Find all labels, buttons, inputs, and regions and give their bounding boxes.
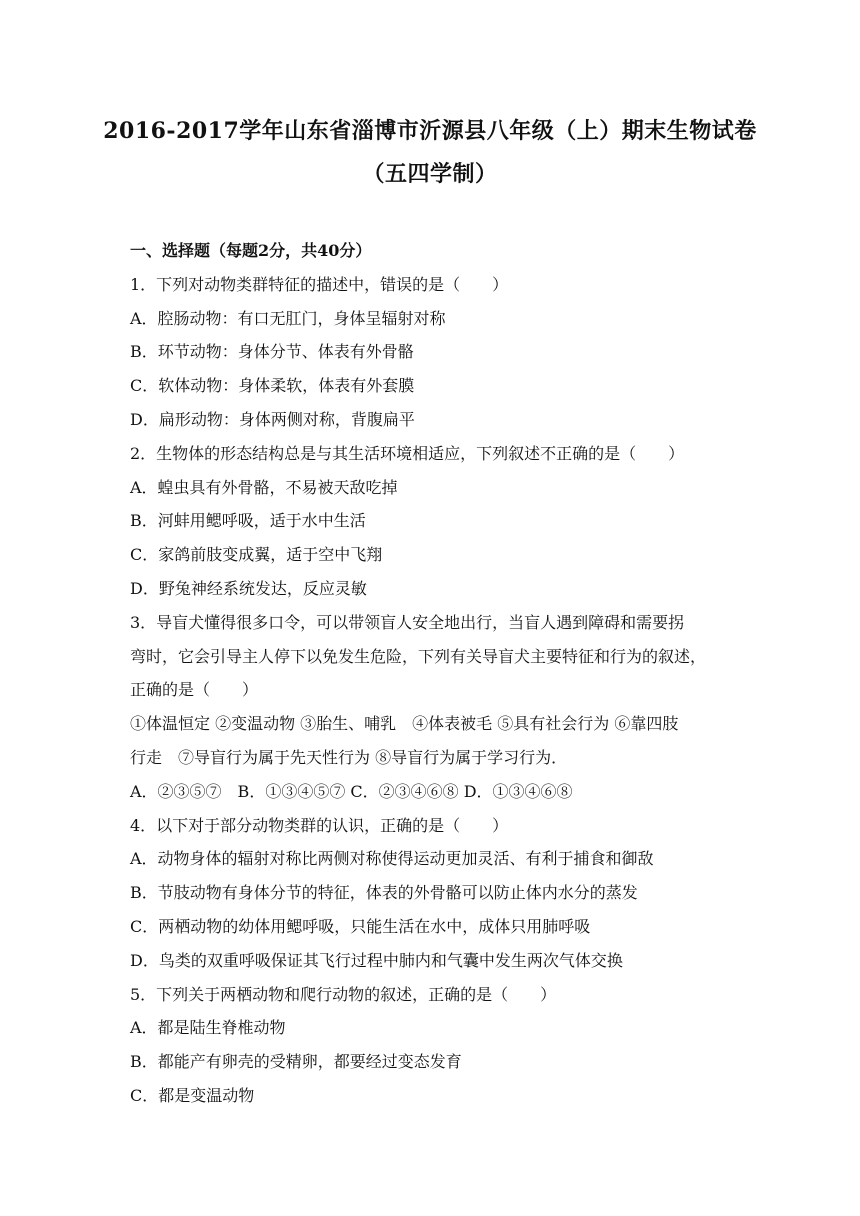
question-4-option-c: C．两栖动物的幼体用鳃呼吸，只能生活在水中，成体只用肺呼吸 <box>130 916 591 936</box>
question-2-stem: 2．生物体的形态结构总是与其生活环境相适应，下列叙述不正确的是（ ） <box>130 443 685 463</box>
question-5-option-b: B．都能产有卵壳的受精卵，都要经过变态发育 <box>130 1052 462 1072</box>
question-3-stem-line3: 正确的是（ ） <box>130 680 259 700</box>
section-heading: 一、选择题（每题2分，共40分） <box>130 241 372 260</box>
question-5-option-a: A．都是陆生脊椎动物 <box>130 1018 286 1038</box>
question-3-stem-line4: ①体温恒定 ②变温动物 ③胎生、哺乳 ④体表被毛 ⑤具有社会行为 ⑥靠四肢 <box>130 714 679 734</box>
question-4-option-b: B．节肢动物有身体分节的特征，体表的外骨骼可以防止体内水分的蒸发 <box>130 883 638 903</box>
question-2-option-d: D．野兔神经系统发达，反应灵敏 <box>130 578 367 598</box>
question-2-option-c: C．家鸽前肢变成翼，适于空中飞翔 <box>130 545 383 565</box>
question-4-option-d: D．鸟类的双重呼吸保证其飞行过程中肺内和气囊中发生两次气体交换 <box>130 950 623 970</box>
exam-title-line2: （五四学制） <box>362 161 498 187</box>
exam-content <box>130 234 740 1113</box>
exam-title-line1: 2016-2017学年山东省淄博市沂源县八年级（上）期末生物试卷 <box>103 118 757 144</box>
question-3-stem-line2: 弯时，它会引导主人停下以免发生危险，下列有关导盲犬主要特征和行为的叙述， <box>130 646 707 666</box>
question-3-stem-line1: 3．导盲犬懂得很多口令，可以带领盲人安全地出行，当盲人遇到障碍和需要拐 <box>130 612 685 632</box>
question-3-options: A．②③⑤⑦ B．①③④⑤⑦ C．②③④⑥⑧ D．①③④⑥⑧ <box>130 781 573 801</box>
question-1-stem: 1．下列对动物类群特征的描述中，错误的是（ ） <box>130 274 509 294</box>
question-2-option-b: B．河蚌用鳃呼吸，适于水中生活 <box>130 511 366 531</box>
question-1-option-d: D．扁形动物：身体两侧对称，背腹扁平 <box>130 409 415 429</box>
question-1-option-c: C．软体动物：身体柔软，体表有外套膜 <box>130 376 415 396</box>
question-4-option-a: A．动物身体的辐射对称比两侧对称使得运动更加灵活、有利于捕食和御敌 <box>130 849 654 869</box>
question-1-option-b: B．环节动物：身体分节、体表有外骨骼 <box>130 342 414 362</box>
question-5-option-c: C．都是变温动物 <box>130 1085 255 1105</box>
question-5-stem: 5．下列关于两栖动物和爬行动物的叙述，正确的是（ ） <box>130 984 557 1004</box>
question-4-stem: 4．以下对于部分动物类群的认识，正确的是（ ） <box>130 815 509 835</box>
question-2-option-a: A．蝗虫具有外骨骼，不易被天敌吃掉 <box>130 477 398 497</box>
question-1-option-a: A．腔肠动物：有口无肛门，身体呈辐射对称 <box>130 308 446 328</box>
question-3-stem-line5: 行走 ⑦导盲行为属于先天性行为 ⑧导盲行为属于学习行为． <box>130 747 568 767</box>
